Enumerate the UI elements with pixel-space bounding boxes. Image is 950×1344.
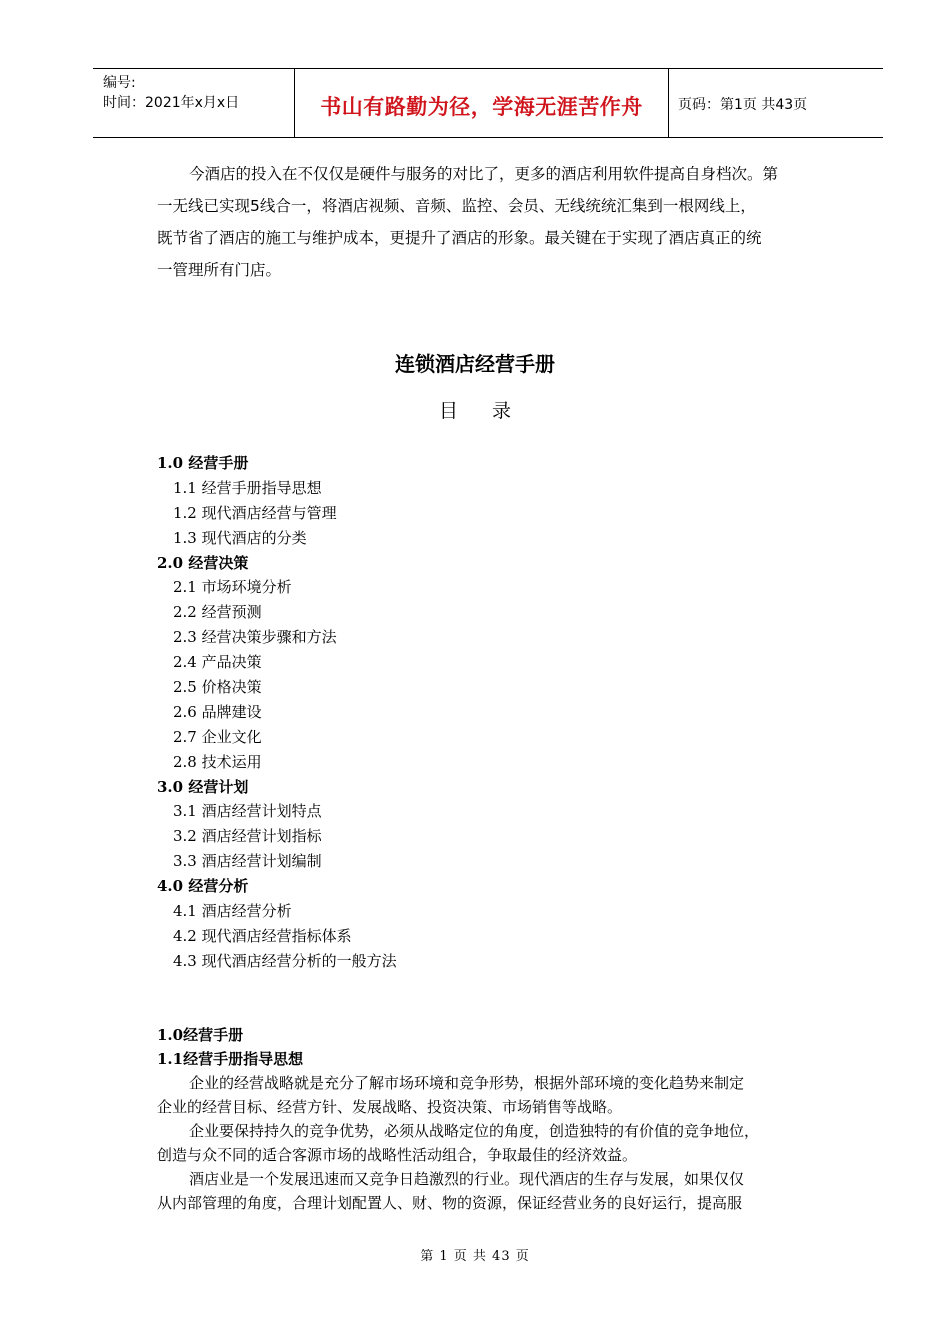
toc-section-entry: 2.0 经营决策 [157, 553, 249, 572]
toc-subsection-entry: 3.1 酒店经营计划特点 [173, 802, 322, 821]
toc-subsection-entry: 1.1 经营手册指导思想 [173, 478, 322, 497]
toc-section-entry: 3.0 经营计划 [157, 777, 249, 796]
toc-subsection-entry: 1.2 现代酒店经营与管理 [173, 503, 337, 522]
header-meta [93, 69, 295, 137]
page-footer: 第 1 页 共 43 页 [420, 1249, 530, 1264]
intro-line: 今酒店的投入在不仅仅是硬件与服务的对比了，更多的酒店利用软件提高自身档次。第 [189, 165, 779, 183]
toc-subsection-entry: 2.7 企业文化 [173, 727, 262, 746]
toc-subsection-entry: 4.1 酒店经营分析 [173, 902, 292, 921]
toc-subsection-entry: 3.2 酒店经营计划指标 [173, 827, 322, 846]
subsection-heading: 1.1经营手册指导思想 [157, 1050, 304, 1068]
toc-subsection-entry: 3.3 酒店经营计划编制 [173, 852, 322, 871]
header-number-label: 编号: [103, 75, 136, 91]
header-page-cell [669, 69, 883, 137]
body-line: 创造与众不同的适合客源市场的战略性活动组合，争取最佳的经济效益。 [157, 1146, 638, 1164]
header-page-info: 页码：第1页 共43页 [678, 97, 808, 113]
header-motto: 书山有路勤为径，学海无涯苦作舟 [320, 95, 643, 119]
document-title: 连锁酒店经营手册 [395, 352, 555, 376]
intro-line: 一无线已实现5线合一，将酒店视频、音频、监控、会员、无线统统汇集到一根网线上， [157, 197, 756, 215]
body-line: 企业的经营战略就是充分了解市场环境和竞争形势，根据外部环境的变化趋势来制定 [189, 1074, 745, 1092]
toc-section-entry: 1.0 经营手册 [157, 454, 249, 472]
body-line: 企业要保持持久的竞争优势，必须从战略定位的角度，创造独特的有价值的竞争地位， [189, 1122, 760, 1140]
header-time: 时间：2021年x月x日 [103, 95, 240, 111]
toc-title: 目录 [438, 400, 545, 422]
body-line: 企业的经营目标、经营方针、发展战略、投资决策、市场销售等战略。 [157, 1098, 623, 1116]
body-line: 酒店业是一个发展迅速而又竞争日趋激烈的行业。现代酒店的生存与发展，如果仅仅 [189, 1170, 745, 1188]
page-header [93, 68, 883, 138]
toc-subsection-entry: 2.6 品牌建设 [173, 702, 262, 721]
toc-subsection-entry: 2.1 市场环境分析 [173, 578, 292, 597]
toc-subsection-entry: 2.5 价格决策 [173, 678, 262, 697]
toc-subsection-entry: 4.2 现代酒店经营指标体系 [173, 926, 352, 945]
intro-paragraph [157, 158, 837, 286]
intro-line: 一管理所有门店。 [157, 261, 282, 279]
intro-line: 既节省了酒店的施工与维护成本，更提升了酒店的形象。最关键在于实现了酒店真正的统 [157, 229, 762, 247]
header-motto-cell [295, 69, 669, 137]
toc-subsection-entry: 2.8 技术运用 [173, 752, 262, 771]
body-line: 从内部管理的角度，合理计划配置人、财、物的资源，保证经营业务的良好运行，提高服 [157, 1194, 743, 1212]
toc-subsection-entry: 2.3 经营决策步骤和方法 [173, 628, 337, 647]
toc-subsection-entry: 4.3 现代酒店经营分析的一般方法 [173, 951, 397, 970]
table-of-contents [157, 451, 757, 974]
toc-subsection-entry: 2.4 产品决策 [173, 653, 262, 672]
toc-subsection-entry: 2.2 经营预测 [173, 603, 262, 622]
toc-section-entry: 4.0 经营分析 [157, 877, 249, 896]
body-section [157, 1023, 837, 1215]
toc-subsection-entry: 1.3 现代酒店的分类 [173, 528, 307, 547]
section-heading: 1.0经营手册 [157, 1026, 244, 1044]
